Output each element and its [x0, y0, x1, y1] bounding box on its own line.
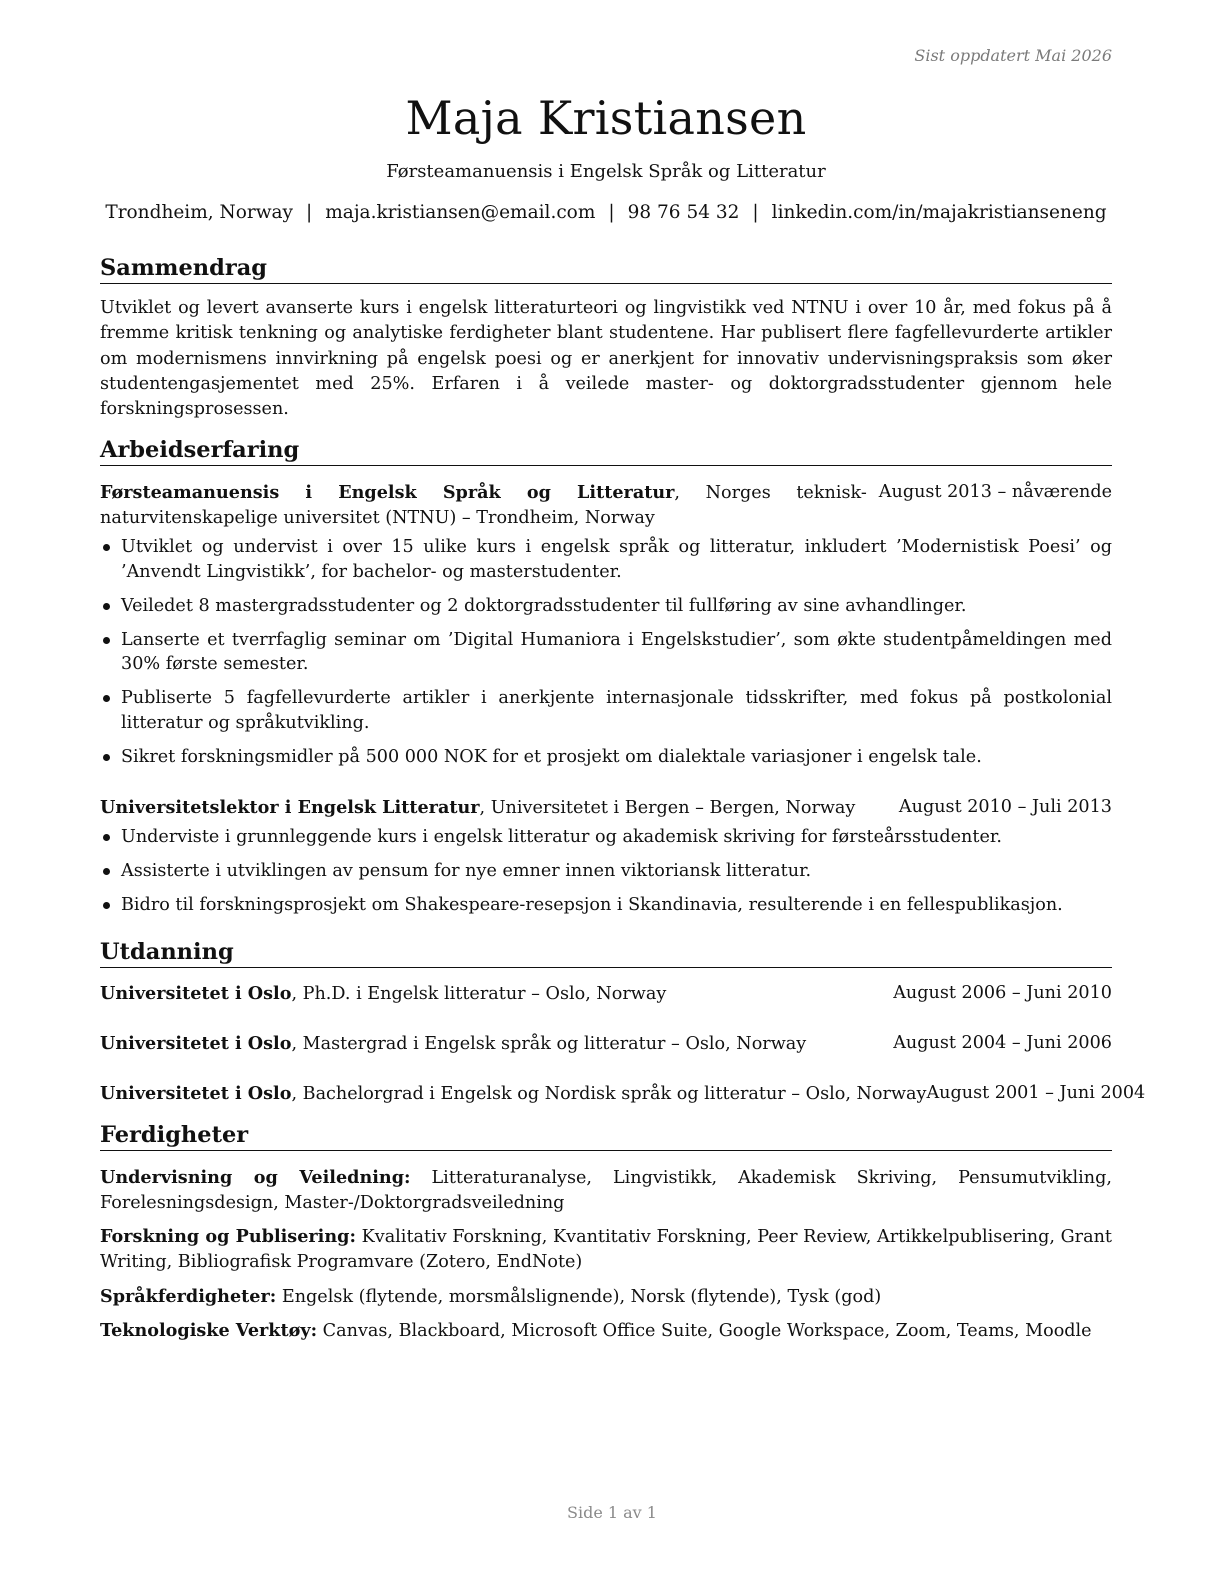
section-heading: Sammendrag	[100, 254, 1112, 284]
bullet-icon	[103, 754, 110, 761]
list-item	[100, 859, 1112, 884]
list-item	[100, 745, 1112, 770]
education-degree	[100, 1031, 806, 1057]
skill-row	[100, 1165, 1112, 1216]
job-org: , Universitetet i Bergen – Bergen, Norway	[479, 798, 856, 819]
candidate-title: Førsteamanuensis i Engelsk Språk og Litteratur	[386, 161, 826, 182]
job-dates: August 2010 – Juli 2013	[898, 797, 1112, 818]
last-updated: Sist oppdatert Mai 2026	[914, 46, 1112, 65]
skill-row	[100, 1318, 1112, 1344]
job-position	[100, 480, 879, 531]
candidate-name: Maja Kristiansen	[405, 91, 807, 145]
bullet-icon	[103, 637, 110, 644]
job-role: Universitetslektor i Engelsk Litteratur	[100, 797, 480, 819]
contact-linkedin[interactable]: linkedin.com/in/majakristianseneng	[771, 202, 1107, 223]
experience-section	[100, 436, 1112, 918]
skill-value: Litteraturanalyse, Lingvistikk, Akademisk Skriving, Pensumutvikling, Forelesningsdesign, Master-/Doktorgradsveiledning	[100, 1167, 1112, 1213]
bullet-text: Sikret forskningsmidler på 500 000 NOK for et prosjekt om dialektale variasjoner i engelsk tale.	[121, 746, 982, 767]
contact-separator: |	[752, 202, 759, 223]
skill-label: Forskning og Publisering:	[100, 1226, 356, 1248]
education-section	[100, 938, 1146, 1107]
summary-section	[100, 254, 1112, 422]
education-dates: August 2001 – Juni 2004	[926, 1082, 1146, 1103]
contact-separator: |	[608, 202, 615, 223]
summary-text: Utviklet og levert avanserte kurs i engelsk litteraturteori og lingvistikk ved NTNU i over 10 år, med fokus på å fremme kritisk tenkning og analytiske ferdigheter blant studentene. Har publisert flere fagfellevurderte artikler om modernismens innvirkning på engelsk poesi og er anerkjent for innovativ undervisningspraksis som øker studentengasjementet med 25%. Erfaren i å veilede master- og doktorgradsstudenter gjennom hele forskningsprosessen.	[100, 298, 1112, 420]
bullet-icon	[103, 603, 110, 610]
bullet-text: Bidro til forskningsprosjekt om Shakespeare-resepsjon i Skandinavia, resulterende i en fellespublikasjon.	[121, 895, 1063, 916]
contact-email[interactable]: maja.kristiansen@email.com	[325, 202, 596, 223]
job-bullets	[100, 825, 1112, 918]
bullet-text: Assisterte i utviklingen av pensum for nye emner innen viktoriansk litteratur.	[121, 861, 812, 882]
list-item	[100, 825, 1112, 850]
section-heading: Ferdigheter	[100, 1121, 1112, 1151]
list-item	[100, 535, 1112, 584]
contact-phone: 98 76 54 32	[627, 202, 740, 223]
list-item	[100, 686, 1112, 735]
section-heading: Utdanning	[100, 938, 1112, 968]
education-degree-text: , Mastergrad i Engelsk språk og litteratur – Oslo, Norway	[291, 1033, 807, 1054]
page-number: Side 1 av 1	[567, 1503, 657, 1522]
skill-row	[100, 1284, 1112, 1310]
skills-section	[100, 1121, 1112, 1345]
skill-value: Engelsk (flytende, morsmålslignende), Norsk (flytende), Tysk (god)	[276, 1286, 882, 1307]
education-entry	[100, 1081, 1146, 1107]
education-entry	[100, 981, 1112, 1007]
skill-label: Teknologiske Verktøy:	[100, 1320, 318, 1342]
bullet-text: Utviklet og undervist i over 15 ulike kurs i engelsk språk og litteratur, inkludert ’Modernistisk Poesi’ og ’Anvendt Lingvistikk’, for bachelor- og masterstudenter.	[121, 537, 1112, 582]
job-position	[100, 795, 899, 821]
job-bullets	[100, 535, 1112, 769]
education-school: Universitetet i Oslo	[100, 1032, 292, 1054]
job-dates: August 2013 – nåværende	[878, 482, 1112, 503]
job-header	[100, 795, 1112, 821]
contact-location: Trondheim, Norway	[105, 202, 294, 223]
bullet-icon	[103, 834, 110, 841]
list-item	[100, 594, 1112, 619]
contact-separator: |	[306, 202, 313, 223]
education-degree	[100, 981, 666, 1007]
education-degree-text: , Ph.D. i Engelsk litteratur – Oslo, Norway	[291, 983, 667, 1004]
list-item	[100, 893, 1112, 918]
skill-label: Undervisning og Veiledning:	[100, 1166, 411, 1188]
list-item	[100, 628, 1112, 677]
job-role: Førsteamanuensis i Engelsk Språk og Litteratur	[100, 482, 675, 504]
job-entry	[100, 795, 1112, 918]
skill-value: Canvas, Blackboard, Microsoft Office Suite, Google Workspace, Zoom, Teams, Moodle	[317, 1321, 1092, 1342]
education-entry	[100, 1031, 1112, 1057]
education-dates: August 2004 – Juni 2006	[893, 1032, 1112, 1053]
education-school: Universitetet i Oslo	[100, 982, 292, 1004]
skill-value: Kvalitativ Forskning, Kvantitativ Forskning, Peer Review, Artikkelpublisering, Grant Writing, Bibliografisk Programvare (Zotero, EndNote)	[100, 1227, 1112, 1273]
bullet-text: Lanserte et tverrfaglig seminar om ’Digital Humaniora i Engelskstudier’, som økte studentpåmeldingen med 30% første semester.	[121, 629, 1112, 675]
skill-row	[100, 1224, 1112, 1275]
job-org: , Norges teknisk-naturvitenskapelige universitet (NTNU) – Trondheim, Norway	[100, 483, 867, 529]
section-heading: Arbeidserfaring	[100, 436, 1112, 466]
bullet-icon	[103, 868, 110, 875]
education-degree	[100, 1081, 926, 1107]
bullet-icon	[103, 902, 110, 909]
education-degree-text: , Bachelorgrad i Engelsk og Nordisk språk og litteratur – Oslo, Norway	[291, 1083, 927, 1104]
skill-label: Språkferdigheter:	[100, 1285, 277, 1307]
job-header	[100, 480, 1112, 531]
bullet-text: Underviste i grunnleggende kurs i engelsk litteratur og akademisk skriving for førsteårsstudenter.	[121, 827, 1002, 848]
bullet-icon	[103, 544, 110, 551]
bullet-text: Veiledet 8 mastergradsstudenter og 2 doktorgradsstudenter til fullføring av sine avhandlinger.	[121, 595, 967, 616]
bullet-icon	[103, 695, 110, 702]
contact-line	[100, 200, 1112, 226]
bullet-text: Publiserte 5 fagfellevurderte artikler i anerkjente internasjonale tidsskrifter, med fokus på postkolonial litteratur og språkutvikling.	[121, 688, 1112, 733]
education-dates: August 2006 – Juni 2010	[893, 982, 1112, 1003]
job-entry	[100, 480, 1112, 769]
education-school: Universitetet i Oslo	[100, 1082, 292, 1104]
